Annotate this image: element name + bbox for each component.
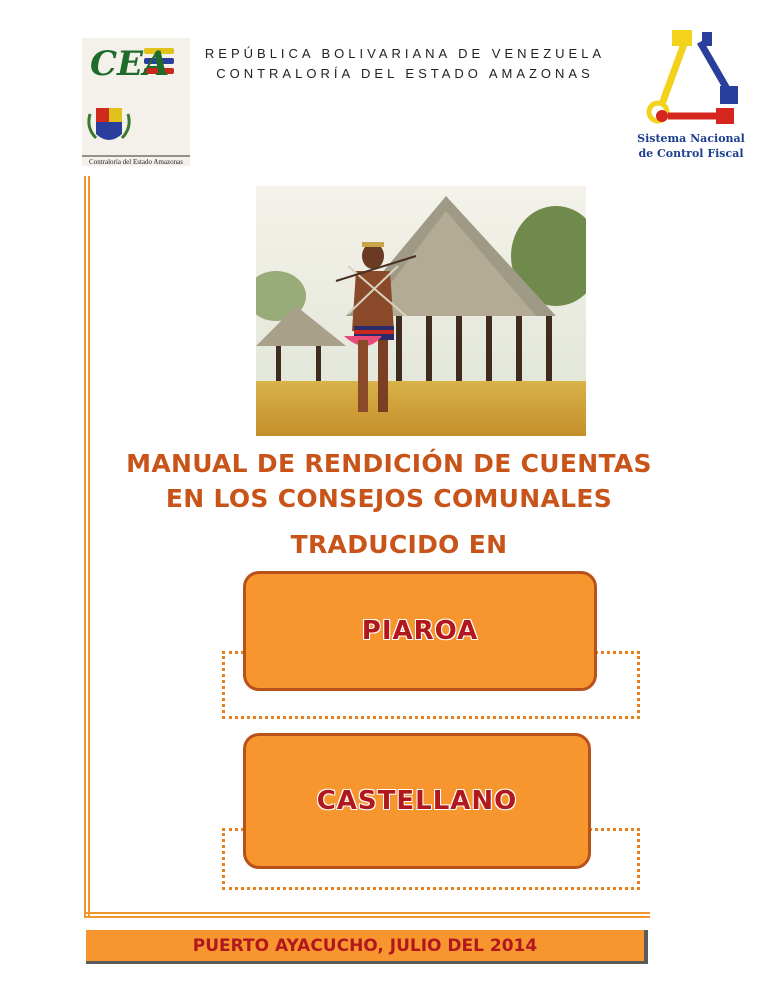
- language-castellano: CASTELLANO: [316, 786, 518, 816]
- language-piaroa: PIAROA: [361, 616, 479, 646]
- indigenous-man-photo-icon: [256, 186, 586, 436]
- cea-caption: Contraloría del Estado Amazonas: [89, 158, 183, 166]
- cea-logo: [82, 38, 190, 166]
- header-republic: REPÚBLICA BOLIVARIANA DE VENEZUELA: [204, 46, 606, 61]
- sncf-line2: de Control Fiscal: [638, 147, 744, 160]
- sncf-line1: Sistema Nacional: [637, 132, 745, 145]
- cover-photo: [256, 186, 586, 436]
- title-line-2: EN LOS CONSEJOS COMUNALES: [165, 484, 613, 513]
- header-contraloria: CONTRALORÍA DEL ESTADO AMAZONAS: [216, 66, 594, 81]
- footer-place-date: PUERTO AYACUCHO, JULIO DEL 2014: [192, 935, 538, 956]
- frame-horizontal-rule: [84, 912, 650, 918]
- cea-letters: CEA: [90, 44, 170, 84]
- footer-bar: [86, 930, 648, 964]
- title-line-1: MANUAL DE RENDICIÓN DE CUENTAS: [126, 449, 652, 478]
- castellano-box: [243, 733, 591, 869]
- piaroa-box: [243, 571, 597, 691]
- sncf-logo: [632, 24, 750, 174]
- keys-triangle-icon: [632, 24, 750, 130]
- title-line-3: TRADUCIDO EN: [290, 530, 508, 559]
